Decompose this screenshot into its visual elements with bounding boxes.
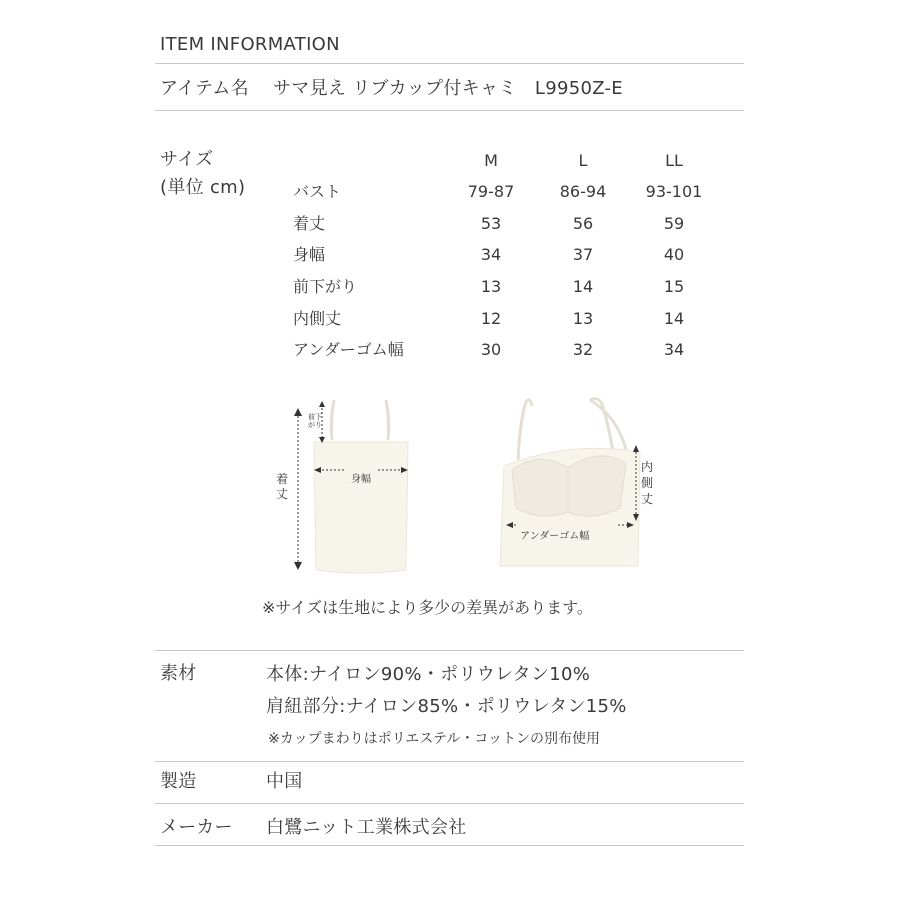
drop-label: がり xyxy=(308,421,322,429)
table-cell: 86-94 xyxy=(559,182,607,201)
inner-length-label: 内 xyxy=(641,460,654,474)
origin-label: 製造 xyxy=(160,771,197,792)
table-cell: 34 xyxy=(480,245,502,264)
front-garment-diagram xyxy=(270,390,450,580)
row-label: アンダーゴム幅 xyxy=(293,340,404,359)
section-title: ITEM INFORMATION xyxy=(160,34,340,55)
table-cell: 40 xyxy=(663,245,685,264)
column-header: L xyxy=(578,151,588,170)
divider xyxy=(155,845,744,846)
maker-value: 白鷺ニット工業株式会社 xyxy=(266,817,467,838)
length-label: 丈 xyxy=(276,487,289,501)
divider xyxy=(155,650,744,651)
divider xyxy=(155,110,744,111)
origin-value: 中国 xyxy=(266,771,303,792)
column-header: LL xyxy=(665,151,683,170)
table-cell: 30 xyxy=(480,340,502,359)
size-note: ※サイズは生地により多少の差異があります。 xyxy=(262,598,593,617)
row-label: 着丈 xyxy=(293,214,326,233)
table-cell: 13 xyxy=(480,277,502,296)
inner-length-label: 側 xyxy=(641,476,654,490)
item-name-label: アイテム名 xyxy=(160,78,249,99)
divider xyxy=(155,63,744,64)
item-name-value: サマ見え リブカップ付キャミ L9950Z-E xyxy=(273,78,623,99)
table-cell: 15 xyxy=(663,277,685,296)
table-cell: 14 xyxy=(572,277,594,296)
table-cell: 14 xyxy=(663,309,685,328)
table-cell: 13 xyxy=(572,309,594,328)
table-cell: 93-101 xyxy=(645,182,703,201)
table-cell: 59 xyxy=(663,214,685,233)
length-label: 着 xyxy=(276,472,289,486)
divider xyxy=(155,761,744,762)
row-label: 内側丈 xyxy=(293,309,342,328)
row-label: バスト xyxy=(293,182,342,201)
under-band-label: アンダーゴム幅 xyxy=(520,531,590,542)
inner-length-label: 丈 xyxy=(641,492,654,506)
material-label: 素材 xyxy=(160,663,197,684)
divider xyxy=(155,803,744,804)
size-label: サイズ xyxy=(160,149,214,170)
material-strap: 肩紐部分:ナイロン85%・ポリウレタン15% xyxy=(266,696,627,717)
row-label: 前下がり xyxy=(293,277,358,296)
width-label: 身幅 xyxy=(351,474,371,485)
row-label: 身幅 xyxy=(293,245,326,264)
table-cell: 34 xyxy=(663,340,685,359)
table-cell: 12 xyxy=(480,309,502,328)
table-cell: 56 xyxy=(572,214,594,233)
table-cell: 53 xyxy=(480,214,502,233)
table-cell: 79-87 xyxy=(467,182,515,201)
inner-garment-diagram xyxy=(490,390,670,570)
column-header: M xyxy=(484,151,498,170)
maker-label: メーカー xyxy=(160,817,233,838)
material-note: ※カップまわりはポリエステル・コットンの別布使用 xyxy=(268,731,601,747)
size-unit-label: (単位 cm) xyxy=(160,177,246,198)
table-cell: 37 xyxy=(572,245,594,264)
material-body: 本体:ナイロン90%・ポリウレタン10% xyxy=(266,664,591,685)
drop-label: 前下 xyxy=(308,413,322,421)
table-cell: 32 xyxy=(572,340,594,359)
